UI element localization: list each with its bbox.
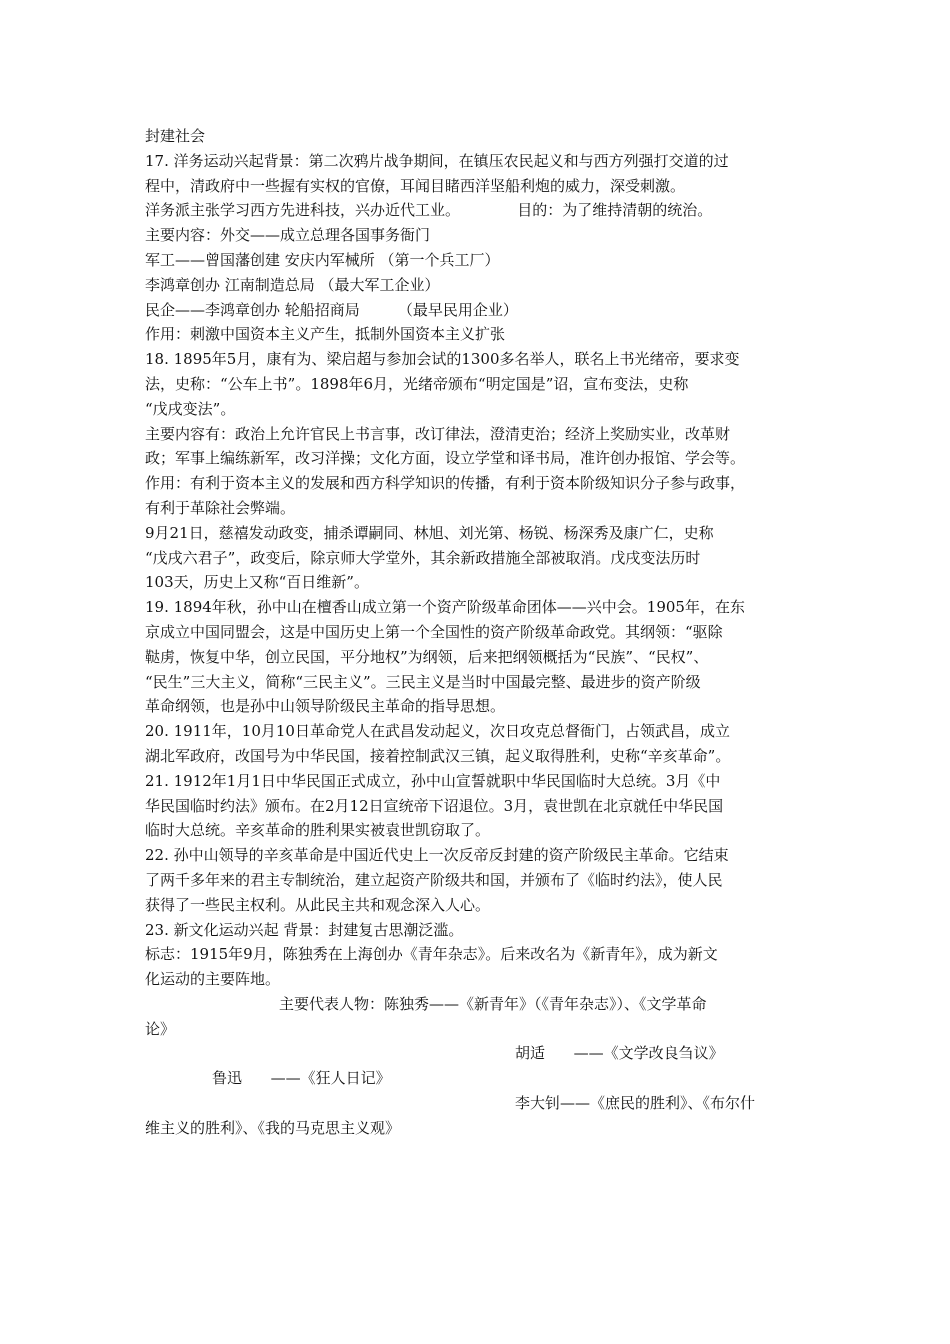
text-line: “民生”三大主义，简称“三民主义”。三民主义是当时中国最完整、最进步的资产阶级 (145, 672, 701, 691)
text-line: 军工——曾国藩创建 安庆内军械所 （第一个兵工厂） (145, 250, 500, 269)
text-line: 9月21日，慈禧发动政变，捕杀谭嗣同、林旭、刘光第、杨锐、杨深秀及康广仁，史称 (145, 523, 714, 542)
text-line: 革命纲领，也是孙中山领导阶级民主革命的指导思想。 (145, 697, 506, 716)
text-line: 鞑虏，恢复中华，创立民国，平分地权”为纲领，后来把纲领概括为“民族”、“民权”、 (145, 647, 709, 666)
text-line: 标志：1915年9月，陈独秀在上海创办《青年杂志》。后来改名为《新青年》，成为新文 (145, 945, 718, 964)
text-line: 21. 1912年1月1日中华民国正式成立，孙中山宣誓就职中华民国临时大总统。3月《中 (145, 771, 721, 790)
text-line: 23. 新文化运动兴起 背景：封建复古思潮泛滥。 (145, 920, 464, 939)
text-line: 了两千多年来的君主专制统治，建立起资产阶级共和国，并颁布了《临时约法》，使人民 (145, 870, 723, 889)
text-line: 主要代表人物：陈独秀——《新青年》（《青年杂志》）、《文学革命 (279, 994, 707, 1013)
text-line: 湖北军政府，改国号为中华民国，接着控制武汉三镇，起义取得胜利，史称“辛亥革命”。 (145, 746, 731, 765)
text-line: 20. 1911年，10月10日革命党人在武昌发动起义，次日攻克总督衙门，占领武昌，成立 (145, 722, 730, 741)
text-line: 法，史称：“公车上书”。1898年6月，光绪帝颁布“明定国是”诏，宣布变法，史称 (145, 374, 689, 393)
text-line: 有利于革除社会弊端。 (145, 498, 296, 517)
text-line: 103天，历史上又称“百日维新”。 (145, 573, 369, 592)
text-line: 18. 1895年5月，康有为、梁启超与参加会试的1300多名举人，联名上书光绪帝，要求变 (145, 350, 740, 369)
text-line: “戊戌六君子”，政变后，除京师大学堂外，其余新政措施全部被取消。戊戌变法历时 (145, 548, 701, 567)
text-line: 主要内容：外交——成立总理各国事务衙门 (145, 226, 431, 245)
text-line: 政；军事上编练新军，改习洋操；文化方面，设立学堂和译书局，准许创办报馆、学会等。 (145, 449, 746, 468)
text-line: 华民国临时约法》颁布。在2月12日宣统帝下诏退位。3月，袁世凯在北京就任中华民国 (145, 796, 724, 815)
text-line: 作用：刺激中国资本主义产生，抵制外国资本主义扩张 (145, 325, 506, 344)
text-line: 作用：有利于资本主义的发展和西方科学知识的传播，有利于资本阶级知识分子参与政事， (145, 474, 746, 493)
text-line: 李鸿章创办 江南制造总局 （最大军工企业） (145, 275, 440, 294)
text-line: 京成立中国同盟会，这是中国历史上第一个全国性的资产阶级革命政党。其纲领：“驱除 (145, 622, 723, 641)
text-line: 胡适 ——《文学改良刍议》 (515, 1044, 724, 1063)
text-line: 程中，清政府中一些握有实权的官僚，耳闻目睹西洋坚船利炮的威力，深受刺激。 (145, 176, 686, 195)
text-line: “戊戌变法”。 (145, 399, 236, 418)
text-line: 李大钊——《庶民的胜利》、《布尔什 (515, 1094, 756, 1113)
document-body (145, 124, 810, 1141)
text-line: 民企——李鸿章创办 轮船招商局 （最早民用企业） (145, 300, 518, 319)
text-line: 17. 洋务运动兴起背景：第二次鸦片战争期间，在镇压农民起义和与西方列强打交道的过 (145, 151, 729, 170)
text-line: 22. 孙中山领导的辛亥革命是中国近代史上一次反帝反封建的资产阶级民主革命。它结束 (145, 846, 729, 865)
text-line: 获得了一些民主权利。从此民主共和观念深入人心。 (145, 895, 491, 914)
text-line: 维主义的胜利》、《我的马克思主义观》 (145, 1118, 401, 1137)
text-line: 化运动的主要阵地。 (145, 970, 281, 989)
text-line: 主要内容有：政治上允许官民上书言事，改订律法，澄清吏治；经济上奖励实业，改革财 (145, 424, 731, 443)
text-line: 封建社会 (145, 127, 206, 145)
text-line: 论》 (145, 1019, 176, 1038)
text-line: 鲁迅 ——《狂人日记》 (212, 1069, 391, 1088)
text-line: 19. 1894年秋，孙中山在檀香山成立第一个资产阶级革命团体——兴中会。1905年，在东 (145, 598, 745, 617)
text-line: 洋务派主张学习西方先进科技，兴办近代工业。 目的：为了维持清朝的统治。 (145, 201, 713, 220)
text-line: 临时大总统。辛亥革命的胜利果实被袁世凯窃取了。 (145, 821, 491, 840)
